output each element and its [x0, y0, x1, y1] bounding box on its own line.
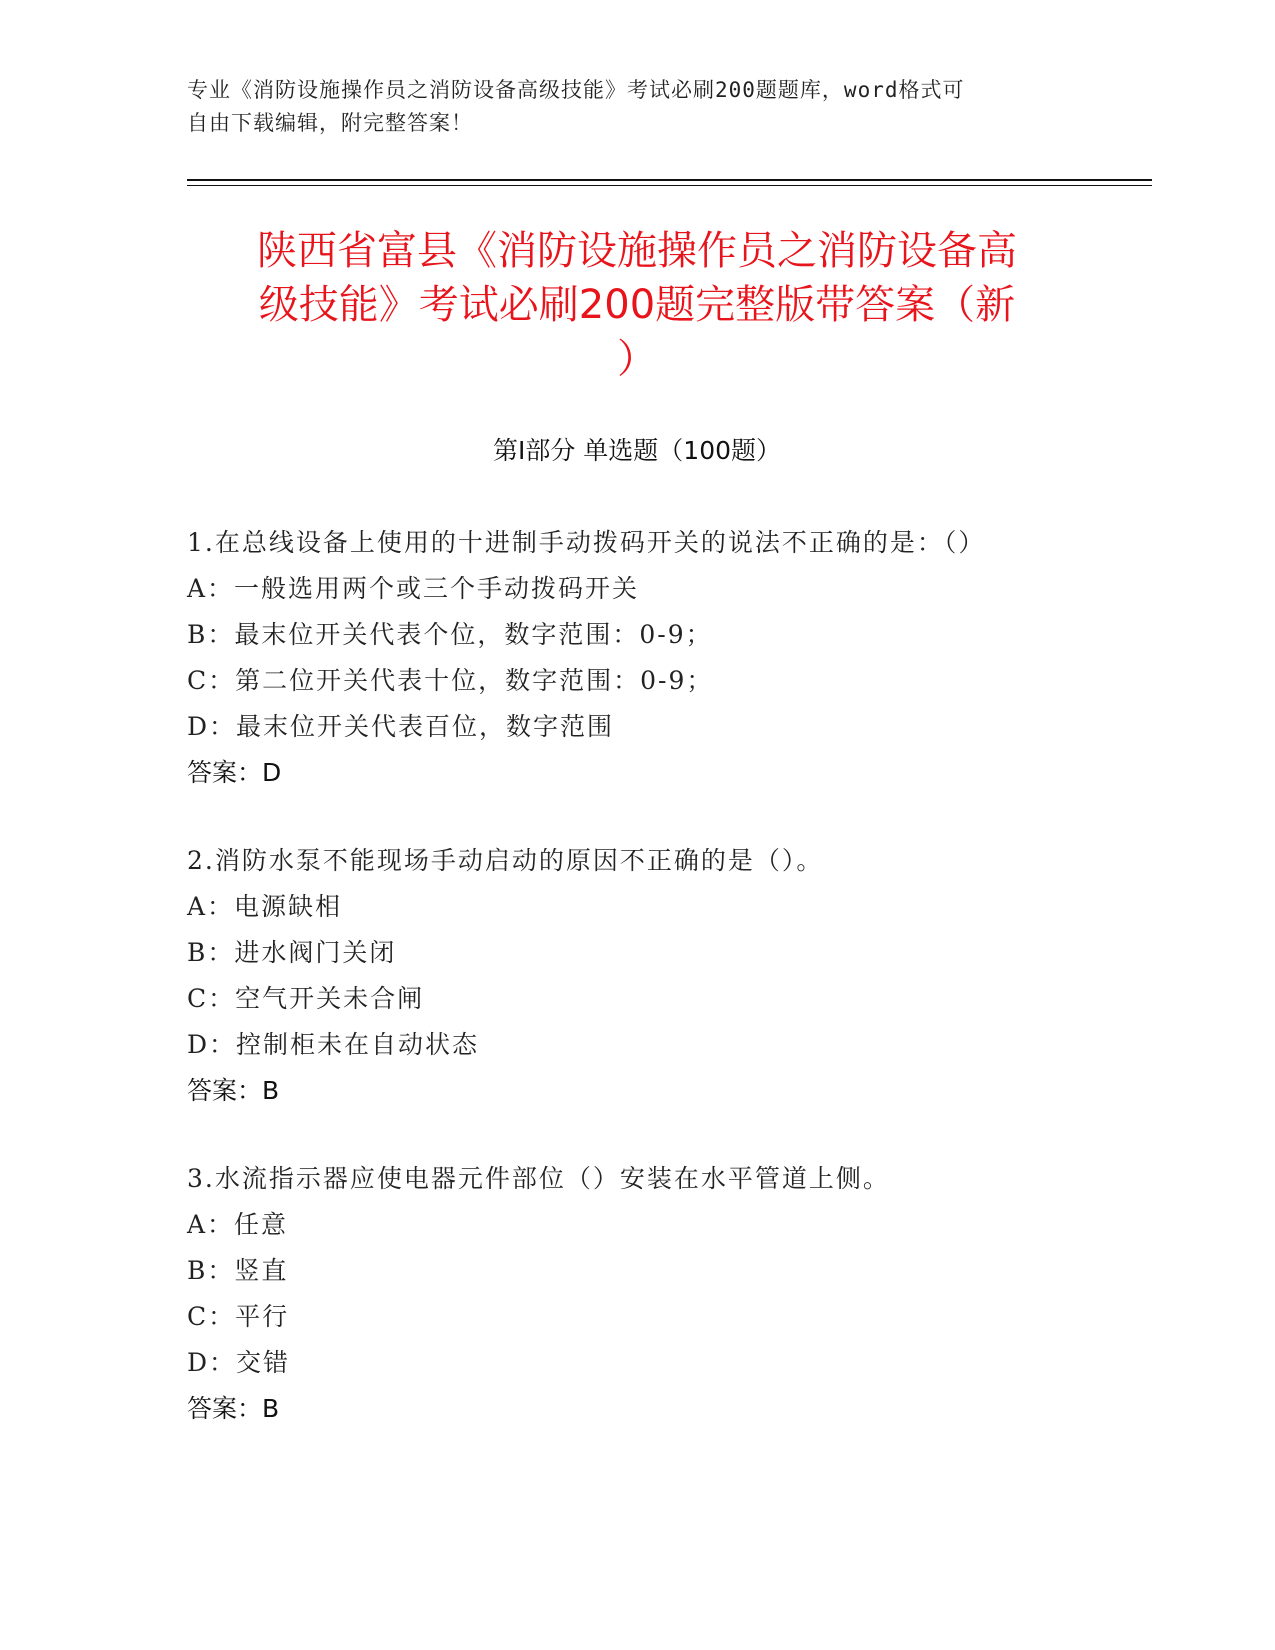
option-b: B：竖直 — [187, 1256, 289, 1285]
header-note-line-1: 专业《消防设施操作员之消防设备高级技能》考试必刷200题题库，word格式可 — [187, 78, 965, 102]
option-c: C：第二位开关代表十位，数字范围：0-9； — [187, 666, 714, 695]
option-c: C：平行 — [187, 1302, 290, 1331]
section-title: 第Ⅰ部分 单选题（100题） — [492, 436, 782, 465]
document-title-line-2: 级技能》考试必刷200题完整版带答案（新 — [258, 282, 1016, 328]
option-b: B：进水阀门关闭 — [187, 938, 397, 967]
header-divider-thin — [187, 185, 1152, 186]
document-title — [187, 224, 1087, 386]
option-d: D：最末位开关代表百位，数字范围 — [187, 712, 615, 741]
question-stem: 2.消防水泵不能现场手动启动的原因不正确的是（）。 — [187, 846, 824, 875]
option-c: C：空气开关未合闸 — [187, 984, 425, 1013]
question-2 — [187, 838, 1107, 1114]
option-a: A：任意 — [187, 1210, 289, 1239]
header-note-line-2: 自由下载编辑，附完整答案！ — [187, 111, 473, 135]
option-a: A：一般选用两个或三个手动拨码开关 — [187, 574, 640, 603]
option-d: D：控制柜未在自动状态 — [187, 1030, 480, 1059]
question-stem: 1.在总线设备上使用的十进制手动拨码开关的说法不正确的是：（） — [187, 528, 986, 557]
document-title-line-1: 陕西省富县《消防设施操作员之消防设备高 — [257, 228, 1017, 274]
option-a: A：电源缺相 — [187, 892, 343, 921]
answer: 答案：B — [187, 1076, 280, 1105]
header-note — [187, 74, 1067, 140]
option-d: D：交错 — [187, 1348, 291, 1377]
answer: 答案：B — [187, 1394, 280, 1423]
question-3 — [187, 1156, 1107, 1432]
question-stem: 3.水流指示器应使电器元件部位（）安装在水平管道上侧。 — [187, 1164, 890, 1193]
question-1 — [187, 520, 1107, 796]
answer: 答案：D — [187, 758, 282, 787]
document-title-line-3: ） — [617, 336, 657, 382]
header-divider-thick — [187, 179, 1152, 181]
option-b: B：最末位开关代表个位，数字范围：0-9； — [187, 620, 713, 649]
